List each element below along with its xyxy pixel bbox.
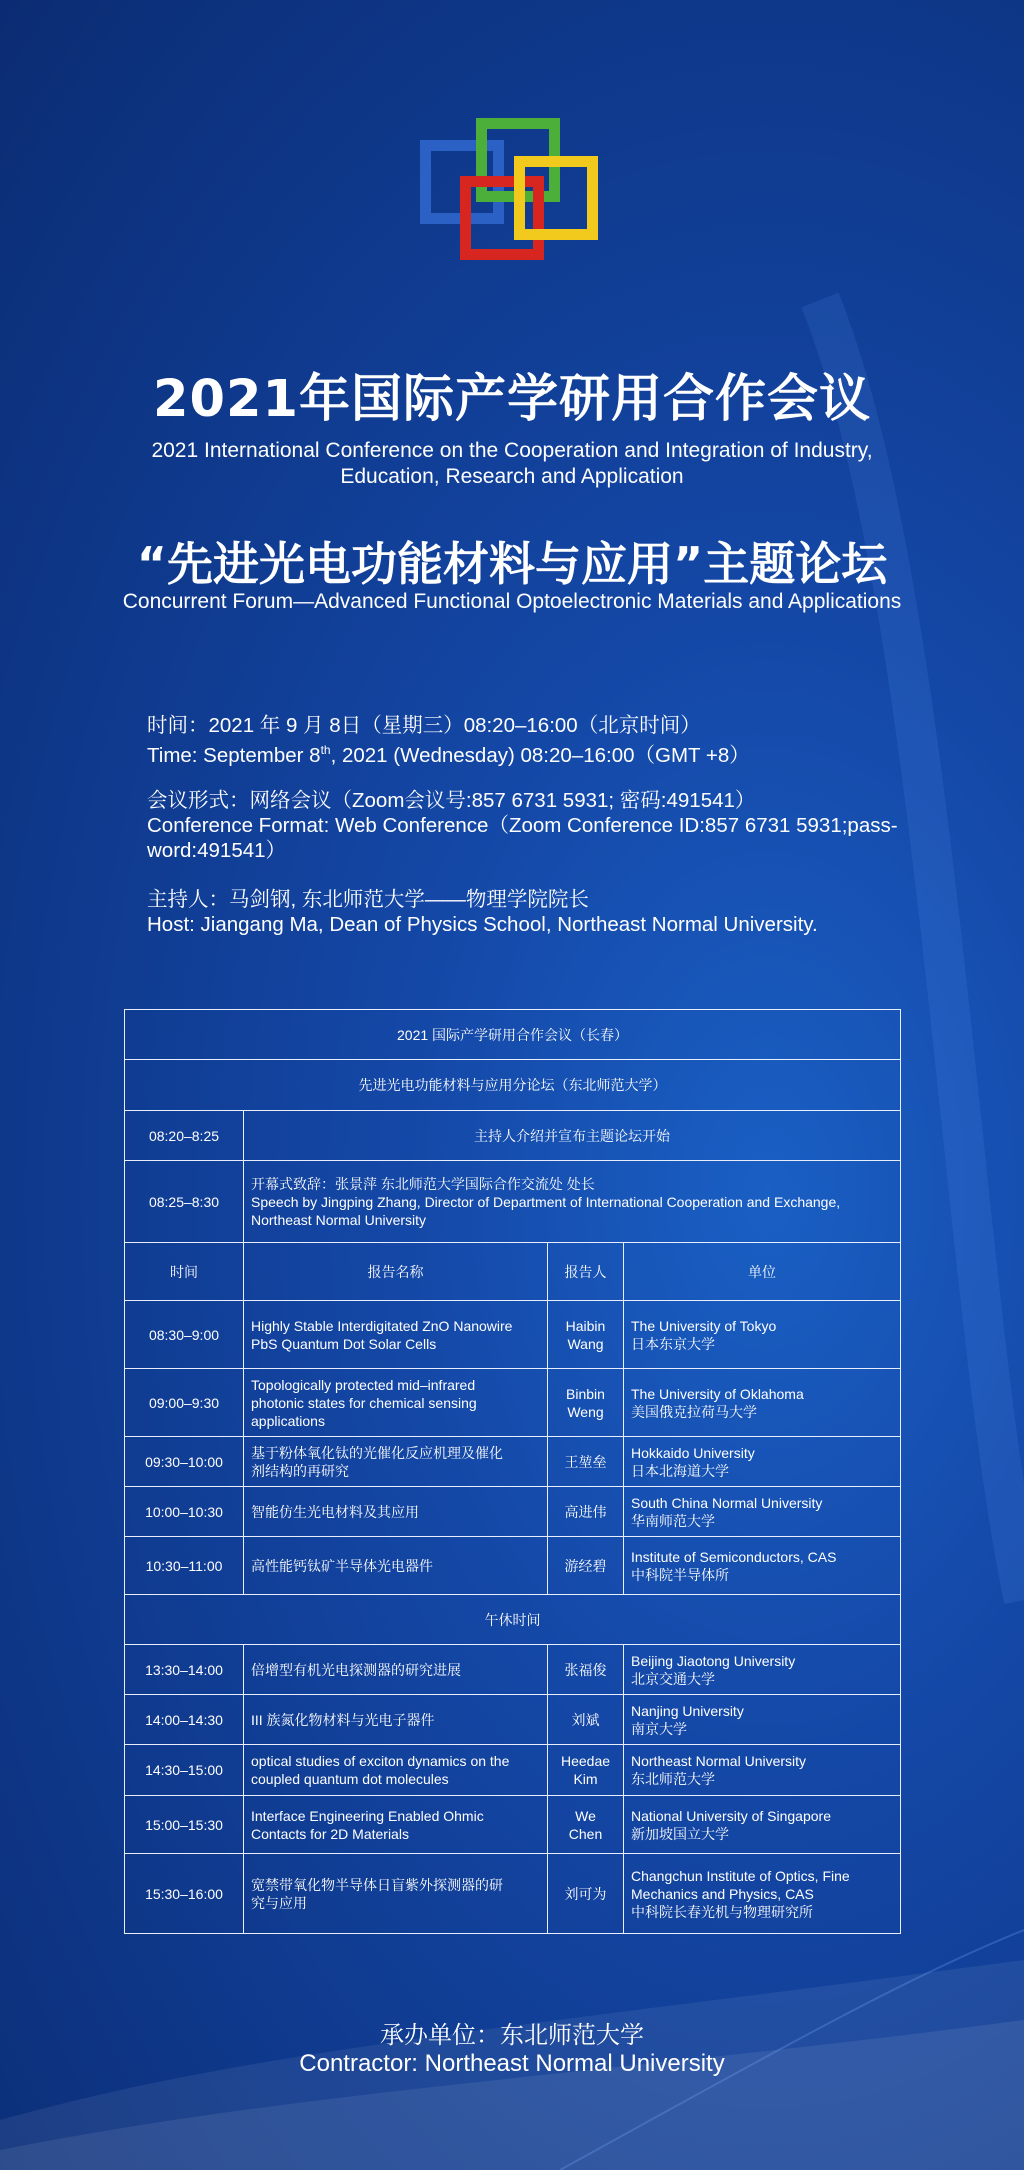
info-time-en-sup: th <box>320 743 331 757</box>
speaker-affiliation <box>624 1645 901 1695</box>
speaker-name <box>548 1854 624 1934</box>
speaker-name-line: Binbin <box>566 1385 605 1402</box>
session-time: 08:20–8:25 <box>125 1111 244 1161</box>
session-time-line: 08:30–9:00 <box>148 1326 220 1343</box>
speaker-name-line: 高进伟 <box>564 1503 607 1520</box>
info-time <box>147 713 927 768</box>
speaker-affiliation-line: Mechanics and Physics, CAS <box>631 1885 814 1902</box>
session-time-line: 10:30–11:00 <box>145 1557 223 1574</box>
speaker-affiliation-line: 日本北海道大学 <box>631 1462 729 1479</box>
speaker-name <box>548 1745 624 1796</box>
talk-title-line: applications <box>251 1412 325 1429</box>
conference-title-en-line1: 2021 International Conference on the Cooperation and Integration of Industry, <box>151 439 873 462</box>
session-time <box>125 1645 244 1695</box>
talk-title-line: 基于粉体氧化钛的光催化反应机理及催化 <box>251 1444 503 1461</box>
speaker-name-line: Kim <box>573 1771 598 1787</box>
talk-title-line: Highly Stable Interdigitated ZnO Nanowire <box>251 1317 513 1334</box>
session-time <box>125 1695 244 1745</box>
info-host-en: Host: Jiangang Ma, Dean of Physics School, Northeast Normal University. <box>147 913 818 936</box>
talk-title <box>244 1695 548 1745</box>
speaker-affiliation-line: 中科院长春光机与物理研究所 <box>631 1903 813 1920</box>
column-header-unit: 单位 <box>624 1243 901 1301</box>
session-time <box>125 1301 244 1369</box>
session-time <box>125 1854 244 1934</box>
schedule-subtitle-row <box>125 1060 901 1111</box>
schedule-table <box>124 1009 901 1934</box>
talk-title <box>244 1369 548 1437</box>
speaker-name-line: Haibin <box>565 1317 606 1334</box>
info-format <box>147 788 927 863</box>
speaker-affiliation-line: National University of Singapore <box>631 1807 831 1824</box>
talk-title-line: Topologically protected mid–infrared <box>251 1376 476 1393</box>
session-time <box>125 1369 244 1437</box>
speaker-affiliation <box>624 1537 901 1595</box>
speaker-affiliation <box>624 1695 901 1745</box>
info-time-en <box>147 738 927 768</box>
speaker-name-line: Wang <box>567 1335 604 1352</box>
talk-title-line: III 族氮化物材料与光电子器件 <box>251 1711 435 1728</box>
speaker-affiliation-line: 南京大学 <box>631 1720 687 1737</box>
schedule-title: 2021 国际产学研用合作会议（长春） <box>125 1010 901 1060</box>
session-text <box>244 1161 901 1243</box>
speaker-affiliation <box>624 1854 901 1934</box>
speaker-affiliation-line: 日本东京大学 <box>631 1335 715 1352</box>
morning-sessions <box>125 1301 901 1595</box>
talk-title-line: 究与应用 <box>251 1894 307 1911</box>
afternoon-sessions <box>125 1645 901 1934</box>
talk-title-line: 宽禁带氧化物半导体日盲紫外探测器的研 <box>251 1876 503 1893</box>
forum-title-en: Concurrent Forum—Advanced Functional Optoelectronic Materials and Applications <box>122 590 902 613</box>
speaker-affiliation <box>624 1745 901 1796</box>
session-time <box>125 1796 244 1854</box>
conference-logo <box>420 118 600 260</box>
info-time-en-pre: Time: September 8 <box>147 743 321 767</box>
speaker-name-line: 刘斌 <box>571 1711 600 1728</box>
column-header-title: 报告名称 <box>244 1243 548 1301</box>
speaker-name-line: Weng <box>567 1403 604 1420</box>
talk-title <box>244 1487 548 1537</box>
speaker-affiliation-line: Institute of Semiconductors, CAS <box>631 1548 837 1565</box>
column-header-speaker: 报告人 <box>548 1243 624 1301</box>
talk-title-line: photonic states for chemical sensing <box>251 1394 477 1411</box>
table-row <box>125 1301 901 1369</box>
speaker-name <box>548 1645 624 1695</box>
speaker-affiliation-line: 华南师范大学 <box>631 1512 715 1529</box>
speaker-name <box>548 1301 624 1369</box>
talk-title <box>244 1645 548 1695</box>
speaker-name <box>548 1437 624 1487</box>
table-row <box>125 1796 901 1854</box>
talk-title-line: Contacts for 2D Materials <box>251 1825 409 1842</box>
table-row <box>125 1537 901 1595</box>
speaker-name <box>548 1796 624 1854</box>
speaker-name-line: Heedae <box>560 1753 611 1769</box>
talk-title <box>244 1745 548 1796</box>
speaker-affiliation-line: Northeast Normal University <box>631 1753 807 1769</box>
speaker-affiliation-line: 北京交通大学 <box>631 1670 715 1687</box>
conference-title-en-line2: Education, Research and Application <box>340 465 684 488</box>
table-row <box>125 1645 901 1695</box>
opening-speech-cn: 开幕式致辞：张景萍 东北师范大学国际合作交流处 处长 <box>251 1175 595 1192</box>
session-time <box>125 1437 244 1487</box>
speaker-affiliation-line: 中科院半导体所 <box>631 1566 729 1583</box>
talk-title <box>244 1537 548 1595</box>
speaker-name <box>548 1537 624 1595</box>
forum-title-cn: “先进光电功能材料与应用”主题论坛 <box>136 537 888 591</box>
conference-title-en <box>0 438 1024 490</box>
talk-title-line: PbS Quantum Dot Solar Cells <box>251 1335 437 1352</box>
talk-title-line: coupled quantum dot molecules <box>251 1771 449 1787</box>
session-time-line: 14:30–15:00 <box>145 1762 223 1778</box>
lunch-break: 午休时间 <box>125 1595 901 1645</box>
talk-title <box>244 1301 548 1369</box>
speaker-name-line: We <box>575 1807 596 1824</box>
table-row <box>125 1111 901 1161</box>
talk-title-line: 剂结构的再研究 <box>251 1462 349 1479</box>
speaker-affiliation-line: The University of Tokyo <box>631 1317 777 1334</box>
info-format-en-line2: word:491541） <box>147 839 287 862</box>
session-time: 08:25–8:30 <box>125 1161 244 1243</box>
speaker-affiliation-line: Changchun Institute of Optics, Fine <box>631 1867 850 1884</box>
conference-title-cn: 2021年国际产学研用合作会议 <box>153 370 871 429</box>
speaker-name-line: 刘可为 <box>564 1885 607 1902</box>
contractor-en: Contractor: Northeast Normal University <box>299 2050 725 2077</box>
session-text: 主持人介绍并宣布主题论坛开始 <box>244 1111 901 1161</box>
speaker-affiliation <box>624 1437 901 1487</box>
lunch-row <box>125 1595 901 1645</box>
speaker-name-line: 游经碧 <box>564 1557 607 1574</box>
session-time-line: 09:30–10:00 <box>145 1453 223 1470</box>
speaker-name <box>548 1487 624 1537</box>
talk-title-line: 智能仿生光电材料及其应用 <box>251 1503 419 1520</box>
speaker-affiliation-line: Nanjing University <box>631 1702 744 1719</box>
session-time-line: 15:30–16:00 <box>145 1885 223 1902</box>
session-time-line: 09:00–9:30 <box>148 1394 220 1411</box>
info-format-en-line1: Conference Format: Web Conference（Zoom Conference ID:857 6731 5931;pass- <box>147 814 898 837</box>
speaker-affiliation-line: 新加坡国立大学 <box>631 1825 729 1842</box>
table-row <box>125 1487 901 1537</box>
opening-speech-en-line1: Speech by Jingping Zhang, Director of Department of International Cooperation and Exchange, <box>251 1193 841 1210</box>
session-time-line: 14:00–14:30 <box>145 1711 223 1728</box>
speaker-name-line: 王堃垒 <box>564 1453 607 1470</box>
session-time-line: 15:00–15:30 <box>145 1816 223 1833</box>
talk-title-line: 高性能钙钛矿半导体光电器件 <box>251 1557 433 1574</box>
speaker-name <box>548 1369 624 1437</box>
schedule-subtitle: 先进光电功能材料与应用分论坛（东北师范大学） <box>125 1060 901 1111</box>
table-row <box>125 1161 901 1243</box>
session-time-line: 10:00–10:30 <box>145 1503 223 1520</box>
speaker-affiliation <box>624 1796 901 1854</box>
logo-yellow-square <box>514 156 598 240</box>
speaker-affiliation <box>624 1369 901 1437</box>
table-row <box>125 1695 901 1745</box>
info-host-cn: 主持人：马剑钢, 东北师范大学——物理学院院长 <box>147 888 589 911</box>
schedule-title-row <box>125 1010 901 1060</box>
speaker-affiliation-line: The University of Oklahoma <box>631 1385 804 1402</box>
talk-title <box>244 1854 548 1934</box>
column-header-time: 时间 <box>125 1243 244 1301</box>
session-time-line: 13:30–14:00 <box>145 1661 223 1678</box>
talk-title <box>244 1796 548 1854</box>
speaker-affiliation <box>624 1301 901 1369</box>
opening-speech-en-line2: Northeast Normal University <box>251 1211 427 1228</box>
speaker-name <box>548 1695 624 1745</box>
info-format-cn: 会议形式：网络会议（Zoom会议号:857 6731 5931; 密码:491541） <box>147 789 756 812</box>
speaker-name-line: 张福俊 <box>564 1661 607 1678</box>
speaker-affiliation <box>624 1487 901 1537</box>
speaker-affiliation-line: 东北师范大学 <box>631 1771 715 1787</box>
speaker-affiliation-line: Hokkaido University <box>631 1444 755 1461</box>
table-row <box>125 1369 901 1437</box>
talk-title-line: Interface Engineering Enabled Ohmic <box>251 1807 484 1824</box>
table-row <box>125 1854 901 1934</box>
speaker-name-line: Chen <box>568 1825 603 1842</box>
session-time <box>125 1745 244 1796</box>
speaker-affiliation-line: Beijing Jiaotong University <box>631 1652 796 1669</box>
table-row <box>125 1437 901 1487</box>
info-time-cn: 时间：2021 年 9 月 8日（星期三）08:20–16:00（北京时间） <box>147 714 701 737</box>
session-time <box>125 1537 244 1595</box>
speaker-affiliation-line: South China Normal University <box>631 1494 823 1511</box>
info-host <box>147 887 927 937</box>
talk-title-line: optical studies of exciton dynamics on the <box>251 1753 510 1769</box>
speaker-affiliation-line: 美国俄克拉荷马大学 <box>631 1403 757 1420</box>
info-time-en-post: , 2021 (Wednesday) 08:20–16:00（GMT +8） <box>330 743 750 767</box>
talk-title-line: 倍增型有机光电探测器的研究进展 <box>251 1661 461 1678</box>
session-time <box>125 1487 244 1537</box>
column-header-row <box>125 1243 901 1301</box>
talk-title <box>244 1437 548 1487</box>
table-row <box>125 1745 901 1796</box>
contractor-cn: 承办单位：东北师范大学 <box>380 2021 644 2049</box>
